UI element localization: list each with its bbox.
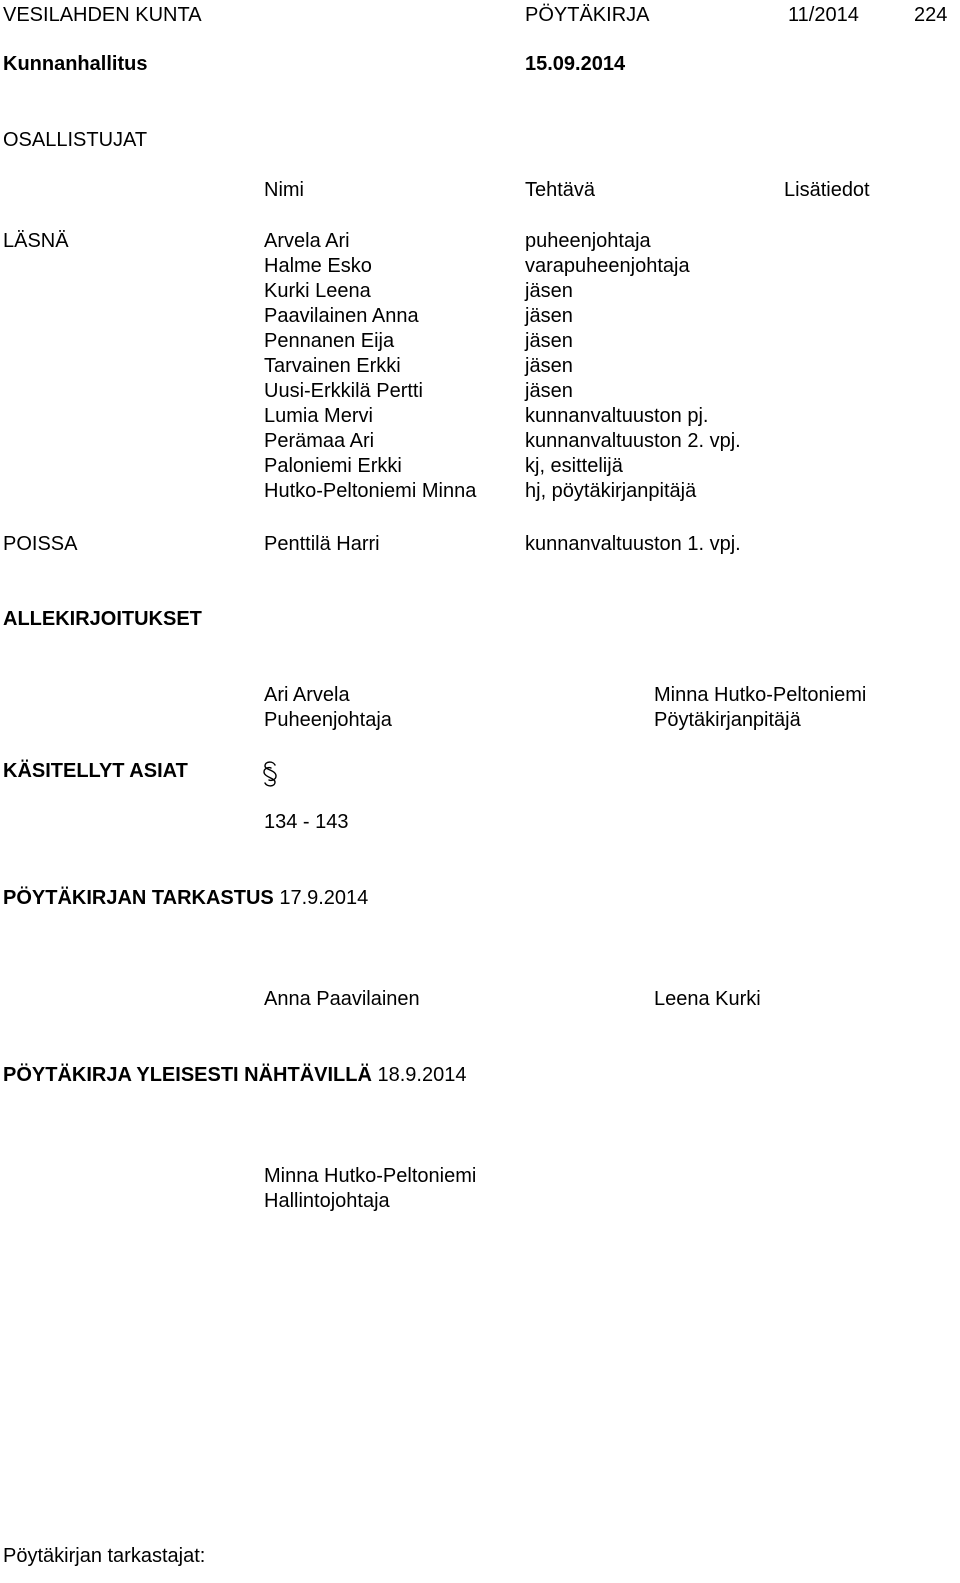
review-date: 17.9.2014	[279, 887, 369, 909]
municipality-name: VESILAHDEN KUNTA	[3, 4, 202, 26]
official-name: Minna Hutko-Peltoniemi	[264, 1165, 477, 1187]
absent-name: Penttilä Harri	[264, 533, 380, 555]
participant-name: Kurki Leena	[264, 280, 371, 302]
participant-name: Halme Esko	[264, 255, 372, 277]
participant-role: puheenjohtaja	[525, 230, 651, 252]
public-display-line	[3, 1063, 466, 1088]
signatures-heading: ALLEKIRJOITUKSET	[3, 608, 202, 630]
participant-row	[0, 354, 960, 379]
participant-role: jäsen	[525, 330, 573, 352]
footer-reviewers-label: Pöytäkirjan tarkastajat:	[3, 1545, 206, 1567]
participant-row	[0, 229, 960, 254]
column-header-role: Tehtävä	[525, 179, 596, 201]
present-label: LÄSNÄ	[3, 230, 69, 252]
chair-name: Ari Arvela	[264, 684, 350, 706]
document-number: 11/2014	[788, 4, 859, 26]
participant-name: Hutko-Peltoniemi Minna	[264, 480, 477, 502]
participant-role: kj, esittelijä	[525, 455, 623, 477]
participant-row	[0, 479, 960, 504]
meeting-date: 15.09.2014	[525, 53, 626, 75]
participant-row	[0, 454, 960, 479]
items-range: 134 - 143	[264, 811, 349, 833]
participant-row	[0, 404, 960, 429]
participant-row	[0, 254, 960, 279]
meeting-body: Kunnanhallitus	[3, 53, 148, 75]
participant-role: jäsen	[525, 355, 573, 377]
participant-row	[0, 279, 960, 304]
absent-label: POISSA	[3, 533, 78, 555]
column-header-name: Nimi	[264, 179, 304, 201]
participant-name: Perämaa Ari	[264, 430, 375, 452]
absent-row	[0, 532, 960, 557]
participant-row	[0, 379, 960, 404]
public-display-heading: PÖYTÄKIRJA YLEISESTI NÄHTÄVILLÄ	[3, 1064, 372, 1086]
absent-role: kunnanvaltuuston 1. vpj.	[525, 533, 741, 555]
participant-row	[0, 429, 960, 454]
reviewer-2-name: Leena Kurki	[654, 988, 761, 1010]
participant-role: jäsen	[525, 305, 573, 327]
participant-name: Tarvainen Erkki	[264, 355, 401, 377]
public-display-date: 18.9.2014	[377, 1064, 467, 1086]
review-heading: PÖYTÄKIRJAN TARKASTUS	[3, 887, 274, 909]
page-number: 224	[914, 4, 948, 26]
chair-title: Puheenjohtaja	[264, 709, 392, 731]
official-title: Hallintojohtaja	[264, 1190, 390, 1212]
participant-role: jäsen	[525, 280, 573, 302]
participant-role: jäsen	[525, 380, 573, 402]
secretary-title: Pöytäkirjanpitäjä	[654, 709, 801, 731]
participant-name: Paavilainen Anna	[264, 305, 419, 327]
section-sign-icon	[262, 760, 278, 788]
participant-name: Lumia Mervi	[264, 405, 373, 427]
review-line	[3, 886, 368, 911]
participant-role: kunnanvaltuuston pj.	[525, 405, 709, 427]
participant-name: Uusi-Erkkilä Pertti	[264, 380, 423, 402]
participant-role: varapuheenjohtaja	[525, 255, 690, 277]
participant-role: kunnanvaltuuston 2. vpj.	[525, 430, 741, 452]
participant-name: Pennanen Eija	[264, 330, 395, 352]
participant-role: hj, pöytäkirjanpitäjä	[525, 480, 697, 502]
participant-name: Paloniemi Erkki	[264, 455, 402, 477]
column-header-extra: Lisätiedot	[784, 179, 870, 201]
participant-name: Arvela Ari	[264, 230, 350, 252]
participant-row	[0, 304, 960, 329]
participant-row	[0, 329, 960, 354]
secretary-name: Minna Hutko-Peltoniemi	[654, 684, 867, 706]
participants-heading: OSALLISTUJAT	[3, 129, 148, 151]
items-heading: KÄSITELLYT ASIAT	[3, 760, 188, 782]
document-type: PÖYTÄKIRJA	[525, 4, 650, 26]
reviewer-1-name: Anna Paavilainen	[264, 988, 420, 1010]
